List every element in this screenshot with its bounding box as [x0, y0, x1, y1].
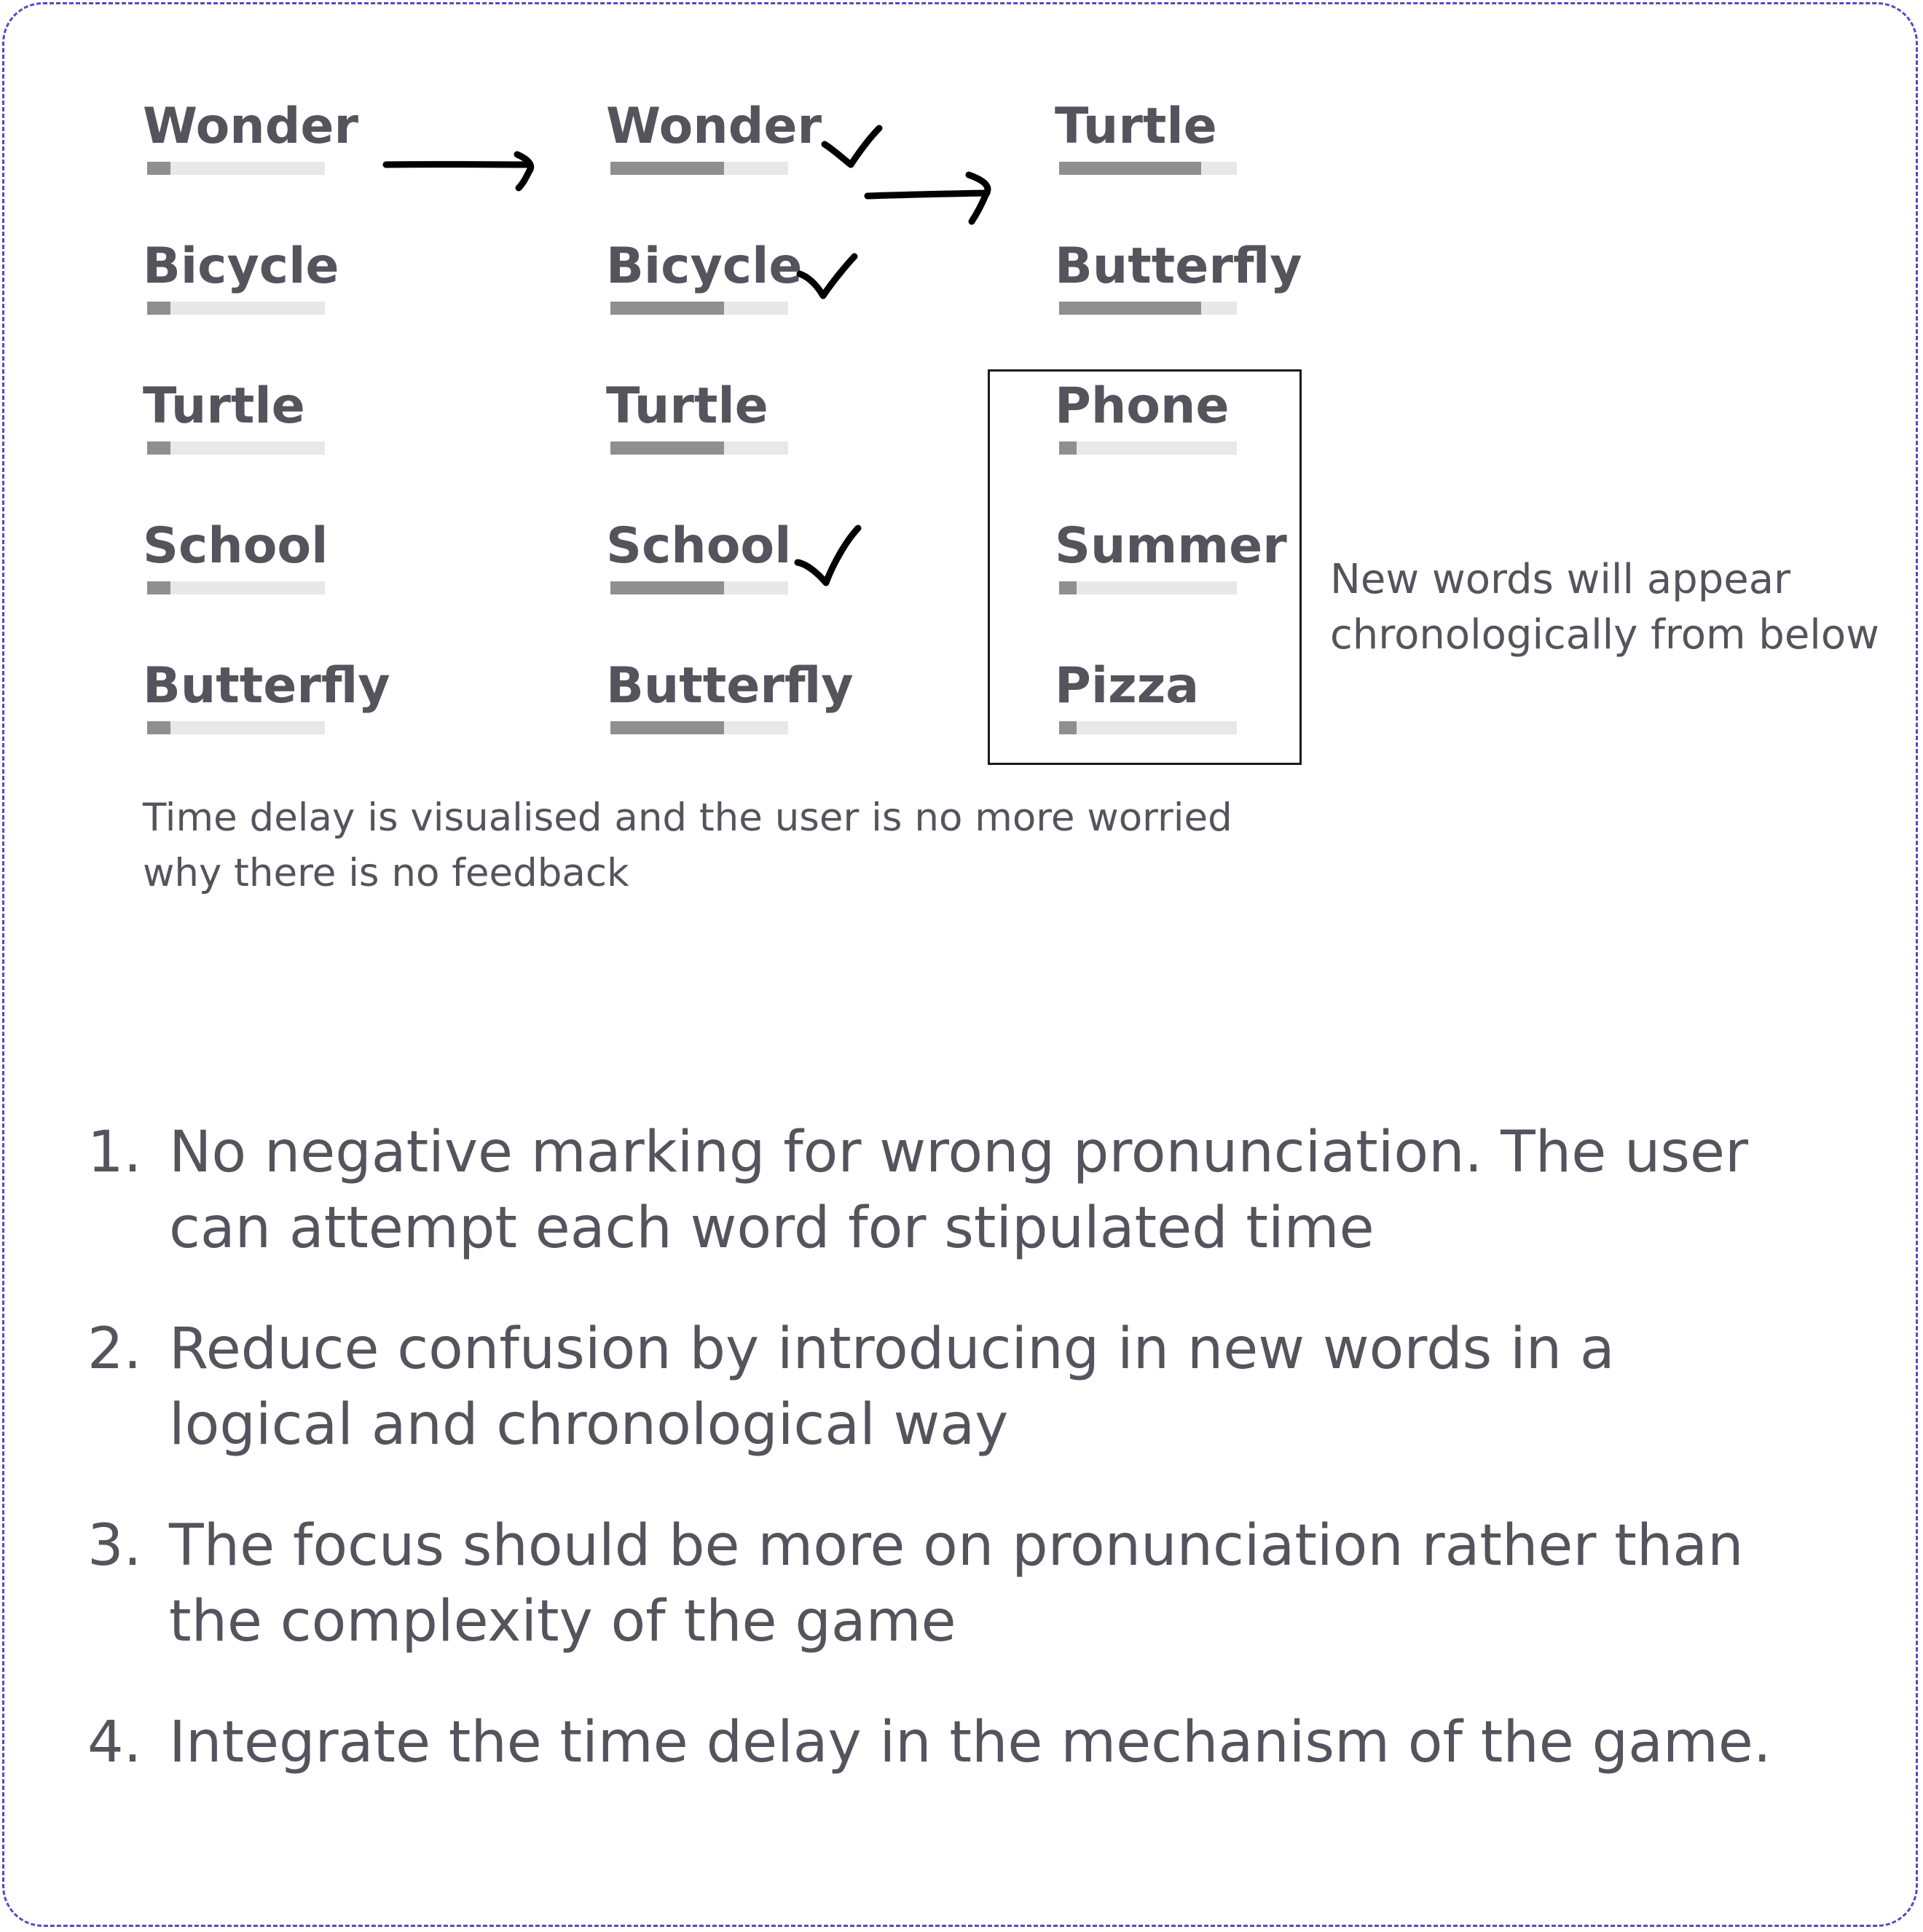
- principle-text: the complexity of the game: [169, 1589, 956, 1654]
- word-label: Wonder: [606, 98, 822, 155]
- word-label: Bicycle: [606, 237, 803, 295]
- word-label: Pizza: [1055, 657, 1200, 715]
- principle-text: Reduce confusion by introducing in new words in a: [169, 1316, 1615, 1382]
- arrow-right-icon: [868, 175, 988, 221]
- principle-number: 4.: [87, 1710, 142, 1775]
- note-time-delay: [143, 790, 1232, 901]
- word-label: Phone: [1055, 377, 1230, 435]
- note-new-words-line: New words will appear: [1330, 556, 1791, 603]
- word-label: Butterfly: [143, 657, 390, 715]
- note-time-delay-line: why there is no feedback: [143, 851, 629, 895]
- principle-number: 3.: [87, 1513, 142, 1579]
- principle-number: 1.: [87, 1120, 142, 1185]
- principle-item: [87, 1115, 1850, 1266]
- principle-text: Integrate the time delay in the mechanism of the game.: [169, 1710, 1771, 1775]
- principle-text: logical and chronological way: [169, 1392, 1009, 1458]
- principle-number: 2.: [87, 1316, 142, 1382]
- checkmark-icon: [798, 528, 858, 583]
- principle-item: [87, 1311, 1850, 1463]
- word-label: Wonder: [143, 98, 359, 155]
- principle-item: [87, 1705, 1850, 1780]
- word-label: Bicycle: [143, 237, 339, 295]
- word-label: Butterfly: [606, 657, 854, 715]
- word-label: School: [606, 517, 792, 575]
- principles-list: [87, 1115, 1850, 1826]
- checkmark-icon: [825, 128, 879, 165]
- word-label: Turtle: [1055, 98, 1217, 155]
- checkmark-icon: [800, 256, 854, 296]
- arrow-right-icon: [386, 154, 531, 188]
- principle-text: The focus should be more on pronunciation rather than: [169, 1513, 1744, 1579]
- note-time-delay-line: Time delay is visualised and the user is no more worried: [143, 796, 1232, 840]
- word-label: Turtle: [143, 377, 305, 435]
- word-label: Summer: [1055, 517, 1287, 575]
- word-label: Turtle: [606, 377, 768, 435]
- word-label: School: [143, 517, 329, 575]
- principle-text: No negative marking for wrong pronunciation. The user: [169, 1120, 1749, 1185]
- note-new-words: [1330, 552, 1879, 663]
- word-label: Butterfly: [1055, 237, 1302, 295]
- principle-text: can attempt each word for stipulated time: [169, 1195, 1375, 1261]
- principle-item: [87, 1508, 1850, 1660]
- note-new-words-line: chronologically from below: [1330, 611, 1879, 659]
